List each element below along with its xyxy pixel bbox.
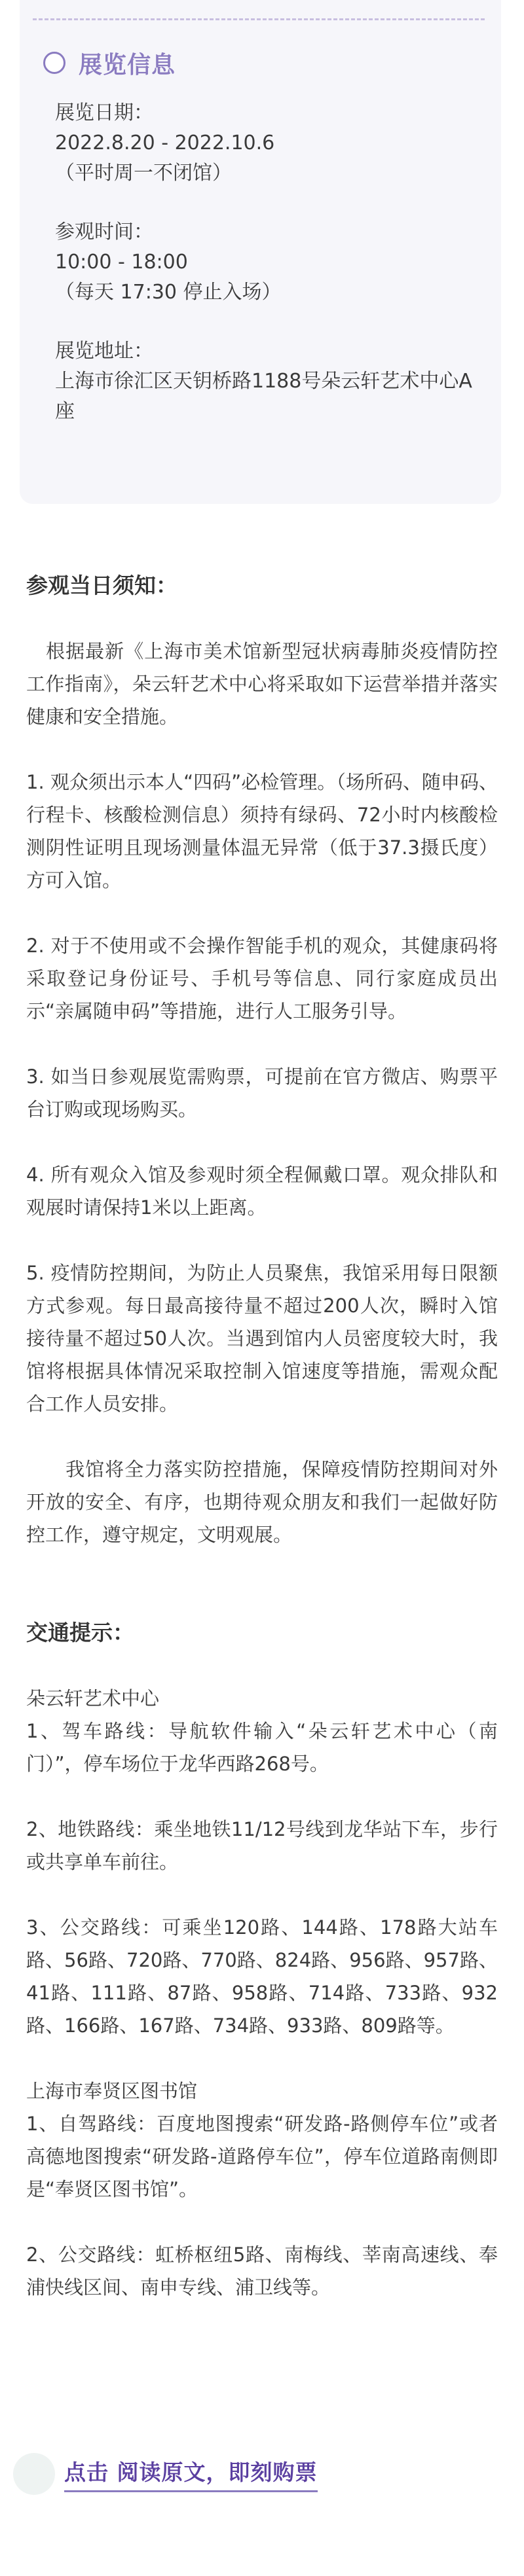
address-label: 展览地址： bbox=[55, 340, 153, 363]
traffic-item: 2、公交路线：虹桥枢纽5路、南梅线、莘南高速线、奉浦快线区间、南申专线、浦卫线等。 bbox=[26, 2244, 498, 2299]
notice-item: 5. 疫情防控期间，为防止人员聚焦，我馆采用每日限额方式参观。每日最高接待量不超过200人次，瞬时入馆接待量不超过50人次。当遇到馆内人员密度较大时，我馆将根据具体情况采取控制入馆速度等措施，需观众配合工作人员安排。 bbox=[26, 1262, 498, 1415]
notice-item: 4. 所有观众入馆及参观时须全程佩戴口罩。观众排队和观展时请保持1米以上距离。 bbox=[26, 1164, 498, 1219]
traffic-item: 1、驾车路线：导航软件输入“朵云轩艺术中心（南门）”，停车场位于龙华西路268号。 bbox=[26, 1720, 498, 1775]
exhibition-info-title: 展览信息 bbox=[79, 51, 176, 79]
notice-item: 1. 观众须出示本人“四码”必检管理。（场所码、随申码、行程卡、核酸检测信息）须持有绿码、72小时内核酸检测阴性证明且现场测量体温无异常（低于37.3摄氏度）方可入馆。 bbox=[26, 771, 498, 891]
hours-value: 10:00 - 18:00 bbox=[55, 251, 188, 274]
traffic-title: 交通提示： bbox=[26, 1620, 134, 1645]
read-original-footer bbox=[13, 2448, 341, 2500]
address-value: 上海市徐汇区天钥桥路1188号朵云轩艺术中心A座 bbox=[55, 370, 472, 423]
visit-notice-closing: 我馆将全力落实防控措施，保障疫情防控期间对外开放的安全、有序，也期待观众朋友和我们一起做好防控工作，遵守规定，文明观展。 bbox=[26, 1458, 498, 1546]
notice-item: 2. 对于不使用或不会操作智能手机的观众，其健康码将采取登记身份证号、手机号等信息、同行家庭成员出示“亲属随申码”等措施，进行人工服务引导。 bbox=[26, 935, 498, 1022]
dates-label: 展览日期： bbox=[55, 101, 153, 124]
hours-label: 参观时间： bbox=[55, 221, 153, 243]
traffic-item: 3、公交路线：可乘坐120路、144路、178路大站车路、56路、720路、770路、824路、956路、957路、41路、111路、87路、958路、714路、733路、932路、166路、167路、734路、933路、809路等。 bbox=[26, 1916, 498, 2037]
traffic-item: 2、地铁路线：乘坐地铁11/12号线到龙华站下车，步行或共享单车前往。 bbox=[26, 1818, 498, 1873]
venue-name: 朵云轩艺术中心 bbox=[26, 1687, 160, 1709]
circle-icon bbox=[43, 52, 66, 74]
exhibition-info-body bbox=[55, 98, 487, 427]
dates-value: 2022.8.20 - 2022.10.6 bbox=[55, 132, 275, 154]
main-content bbox=[26, 569, 498, 2304]
venue-name: 上海市奉贤区图书馆 bbox=[26, 2080, 198, 2102]
read-original-link[interactable]: 点击 阅读原文，即刻购票 bbox=[64, 2456, 318, 2492]
traffic-item: 1、自驾路线：百度地图搜索“研发路-路侧停车位”或者高德地图搜索“研发路-道路停车位”，停车位道路南侧即是“奉贤区图书馆”。 bbox=[26, 2113, 498, 2200]
circle-icon bbox=[13, 2453, 55, 2495]
notice-item: 3. 如当日参观展览需购票，可提前在官方微店、购票平台订购或现场购买。 bbox=[26, 1065, 498, 1120]
dates-note: （平时周一不闭馆） bbox=[55, 162, 232, 185]
exhibition-info-header bbox=[43, 46, 176, 80]
visit-notice-intro: 根据最新《上海市美术馆新型冠状病毒肺炎疫情防控工作指南》，朵云轩艺术中心将采取如下运营举措并落实健康和安全措施。 bbox=[26, 640, 498, 728]
visit-notice-title: 参观当日须知： bbox=[26, 573, 178, 598]
hours-note: （每天 17:30 停止入场） bbox=[55, 281, 282, 304]
dashed-divider bbox=[33, 18, 485, 20]
